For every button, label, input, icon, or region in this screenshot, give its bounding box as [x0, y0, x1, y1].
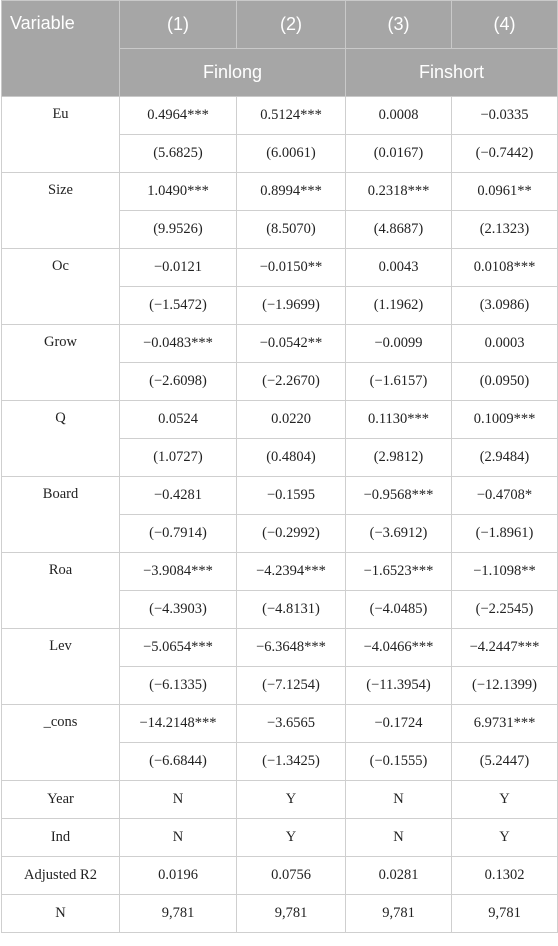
coefficient-cell: −3.9084*** [120, 553, 237, 591]
column-header: (1) [120, 1, 237, 49]
table-row [2, 553, 558, 591]
coefficient-cell: −0.0150** [237, 249, 346, 287]
coefficient-cell: −0.9568*** [346, 477, 452, 515]
t-stat-cell: (−12.1399) [452, 667, 558, 705]
table-row [2, 705, 558, 743]
coefficient-cell: −0.0121 [120, 249, 237, 287]
t-stat-cell: (−1.6157) [346, 363, 452, 401]
variable-name: N [2, 895, 120, 933]
coefficient-cell: −3.6565 [237, 705, 346, 743]
t-stat-cell: (−4.8131) [237, 591, 346, 629]
variable-name: Ind [2, 819, 120, 857]
t-stat-cell: (−0.7914) [120, 515, 237, 553]
variable-name: Board [2, 477, 120, 553]
coefficient-cell: 0.1009*** [452, 401, 558, 439]
value-cell: Y [237, 819, 346, 857]
table-row [2, 857, 558, 895]
t-stat-cell: (1.0727) [120, 439, 237, 477]
value-cell: 9,781 [452, 895, 558, 933]
coefficient-cell: 0.0524 [120, 401, 237, 439]
variable-name: Year [2, 781, 120, 819]
t-stat-cell: (5.6825) [120, 135, 237, 173]
coefficient-cell: −4.2394*** [237, 553, 346, 591]
t-stat-cell: (−2.2670) [237, 363, 346, 401]
variable-name: Q [2, 401, 120, 477]
t-stat-cell: (5.2447) [452, 743, 558, 781]
coefficient-cell: −14.2148*** [120, 705, 237, 743]
value-cell: 0.0756 [237, 857, 346, 895]
coefficient-cell: −0.0335 [452, 97, 558, 135]
t-stat-cell: (9.9526) [120, 211, 237, 249]
table-row [2, 173, 558, 211]
table-row [2, 629, 558, 667]
value-cell: 0.0196 [120, 857, 237, 895]
value-cell: N [346, 819, 452, 857]
t-stat-cell: (−1.5472) [120, 287, 237, 325]
t-stat-cell: (3.0986) [452, 287, 558, 325]
coefficient-cell: −6.3648*** [237, 629, 346, 667]
value-cell: Y [452, 819, 558, 857]
coefficient-cell: −0.4708* [452, 477, 558, 515]
value-cell: N [120, 781, 237, 819]
coefficient-cell: 0.0003 [452, 325, 558, 363]
coefficient-cell: 0.5124*** [237, 97, 346, 135]
coefficient-cell: −0.0099 [346, 325, 452, 363]
t-stat-cell: (0.0950) [452, 363, 558, 401]
coefficient-cell: −0.0542** [237, 325, 346, 363]
value-cell: N [120, 819, 237, 857]
t-stat-cell: (−7.1254) [237, 667, 346, 705]
t-stat-cell: (−3.6912) [346, 515, 452, 553]
coefficient-cell: −0.4281 [120, 477, 237, 515]
coefficient-cell: 1.0490*** [120, 173, 237, 211]
coefficient-cell: −0.0483*** [120, 325, 237, 363]
value-cell: 9,781 [346, 895, 452, 933]
value-cell: 0.0281 [346, 857, 452, 895]
column-header: (3) [346, 1, 452, 49]
variable-name: Size [2, 173, 120, 249]
coefficient-cell: −4.2447*** [452, 629, 558, 667]
coefficient-cell: −0.1595 [237, 477, 346, 515]
t-stat-cell: (−1.8961) [452, 515, 558, 553]
coefficient-cell: 0.0220 [237, 401, 346, 439]
t-stat-cell: (−11.3954) [346, 667, 452, 705]
t-stat-cell: (−1.9699) [237, 287, 346, 325]
t-stat-cell: (−2.6098) [120, 363, 237, 401]
t-stat-cell: (−0.7442) [452, 135, 558, 173]
table-row [2, 97, 558, 135]
variable-header: Variable [2, 1, 120, 97]
variable-name: Adjusted R2 [2, 857, 120, 895]
table-row [2, 895, 558, 933]
coefficient-cell: 0.1130*** [346, 401, 452, 439]
t-stat-cell: (2.9812) [346, 439, 452, 477]
coefficient-cell: −4.0466*** [346, 629, 452, 667]
table-row [2, 477, 558, 515]
coefficient-cell: 0.0008 [346, 97, 452, 135]
t-stat-cell: (−6.6844) [120, 743, 237, 781]
t-stat-cell: (2.1323) [452, 211, 558, 249]
table-header [2, 1, 558, 97]
value-cell: N [346, 781, 452, 819]
value-cell: 0.1302 [452, 857, 558, 895]
variable-name: Roa [2, 553, 120, 629]
column-header: (2) [237, 1, 346, 49]
table-row [2, 401, 558, 439]
t-stat-cell: (−2.2545) [452, 591, 558, 629]
table-row [2, 325, 558, 363]
t-stat-cell: (−0.2992) [237, 515, 346, 553]
value-cell: Y [237, 781, 346, 819]
variable-name: Lev [2, 629, 120, 705]
value-cell: 9,781 [120, 895, 237, 933]
t-stat-cell: (−1.3425) [237, 743, 346, 781]
coefficient-cell: 0.8994*** [237, 173, 346, 211]
coefficient-cell: 6.9731*** [452, 705, 558, 743]
value-cell: Y [452, 781, 558, 819]
table-row [2, 819, 558, 857]
coefficient-cell: 0.0043 [346, 249, 452, 287]
t-stat-cell: (0.4804) [237, 439, 346, 477]
coefficient-cell: 0.4964*** [120, 97, 237, 135]
t-stat-cell: (4.8687) [346, 211, 452, 249]
t-stat-cell: (−4.3903) [120, 591, 237, 629]
variable-name: _cons [2, 705, 120, 781]
table-row [2, 249, 558, 287]
variable-name: Grow [2, 325, 120, 401]
coefficient-cell: −0.1724 [346, 705, 452, 743]
header-row-columns [2, 1, 558, 49]
coefficient-cell: 0.2318*** [346, 173, 452, 211]
coefficient-cell: 0.0108*** [452, 249, 558, 287]
column-header: (4) [452, 1, 558, 49]
t-stat-cell: (2.9484) [452, 439, 558, 477]
value-cell: 9,781 [237, 895, 346, 933]
t-stat-cell: (6.0061) [237, 135, 346, 173]
variable-name: Eu [2, 97, 120, 173]
t-stat-cell: (−6.1335) [120, 667, 237, 705]
t-stat-cell: (−4.0485) [346, 591, 452, 629]
regression-table [1, 0, 558, 933]
variable-name: Oc [2, 249, 120, 325]
coefficient-cell: 0.0961** [452, 173, 558, 211]
t-stat-cell: (0.0167) [346, 135, 452, 173]
t-stat-cell: (1.1962) [346, 287, 452, 325]
table-row [2, 781, 558, 819]
coefficient-cell: −1.6523*** [346, 553, 452, 591]
table-body [2, 97, 558, 933]
group-header-finshort: Finshort [346, 49, 558, 97]
t-stat-cell: (8.5070) [237, 211, 346, 249]
coefficient-cell: −1.1098** [452, 553, 558, 591]
group-header-finlong: Finlong [120, 49, 346, 97]
coefficient-cell: −5.0654*** [120, 629, 237, 667]
t-stat-cell: (−0.1555) [346, 743, 452, 781]
